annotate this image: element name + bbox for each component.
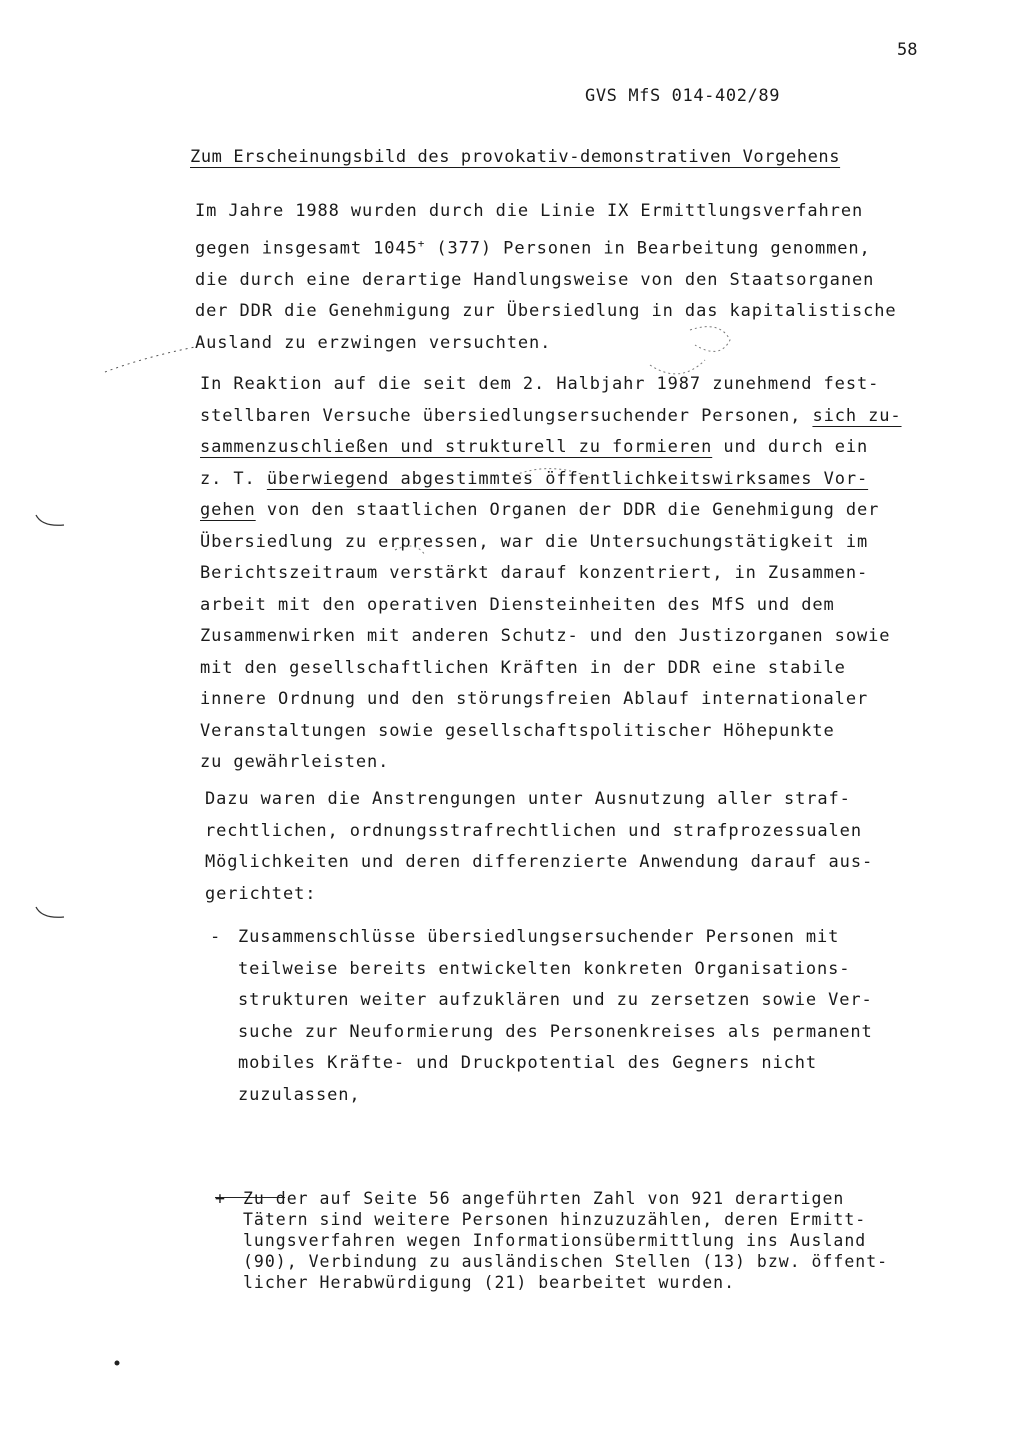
text-line: Im Jahre 1988 wurden durch die Linie IX Ermittlungsverfahren <box>195 201 864 221</box>
punch-hole-mark <box>36 907 64 917</box>
text-line: innere Ordnung und den störungsfreien Ablauf internationaler <box>200 689 869 709</box>
text-fragment: von den staatlichen Organen der DDR die Genehmigung der <box>266 500 880 520</box>
text-fragment: z. T. <box>200 468 256 489</box>
text-line: licher Herabwürdigung (21) bearbeitet wurden. <box>243 1273 736 1292</box>
text-line: die durch eine derartige Handlungsweise von den Staatsorganen <box>195 269 875 290</box>
text-line: In Reaktion auf die seit dem 2. Halbjahr 1987 zunehmend fest- <box>200 374 880 394</box>
text-line: (90), Verbindung zu ausländischen Stellen (13) bzw. öffent- <box>243 1252 889 1271</box>
text-fragment: und durch ein <box>723 437 869 457</box>
dot-mark <box>115 1361 120 1366</box>
underlined-phrase: gehen <box>200 500 256 520</box>
text-line: Veranstaltungen sowie gesellschaftspolitischer Höhepunkte <box>200 720 835 741</box>
text-fragment: (377) Personen in Bearbeitung genommen, <box>436 238 871 259</box>
text-line: gerichtet: <box>205 883 317 904</box>
page-number: 58 <box>897 40 918 60</box>
punch-hole-mark <box>36 515 64 525</box>
list-dash: - <box>210 927 222 947</box>
text-line: Zusammenschlüsse übersiedlungsersuchender Personen mit <box>238 927 840 947</box>
text-line: mit den gesellschaftlichen Kräften in der DDR eine stabile <box>200 657 846 678</box>
text-line: zuzulassen, <box>238 1084 361 1105</box>
underlined-phrase: sammenzuschließen und strukturell zu formieren <box>200 437 713 457</box>
underlined-phrase: sich zu- <box>812 405 902 426</box>
footnote-marker-inline: + <box>417 236 426 250</box>
text-fragment: stellbaren Versuche übersiedlungsersuchender Personen, <box>200 405 802 426</box>
text-line: lungsverfahren wegen Informationsübermittlung ins Ausland <box>243 1231 867 1250</box>
footnote-marker: + <box>215 1189 226 1208</box>
text-line: Tätern sind weitere Personen hinzuzuzählen, deren Ermitt- <box>243 1210 867 1229</box>
scribble-mark <box>105 347 195 372</box>
text-line: Dazu waren die Anstrengungen unter Ausnutzung aller straf- <box>205 789 851 809</box>
scribble-mark <box>395 327 730 555</box>
text-line: mobiles Kräfte- und Druckpotential des Gegners nicht <box>238 1053 818 1073</box>
text-line: der DDR die Genehmigung zur Übersiedlung in das kapitalistische <box>195 301 897 322</box>
text-line: Zusammenwirken mit anderen Schutz- und den Justizorganen sowie <box>200 626 891 646</box>
text-line: Zu der auf Seite 56 angeführten Zahl von 921 derartigen <box>243 1189 845 1208</box>
section-heading: Zum Erscheinungsbild des provokativ-demonstrativen Vorgehens <box>190 147 841 167</box>
text-line: zu gewährleisten. <box>200 752 390 772</box>
document-reference: GVS MfS 014-402/89 <box>585 86 781 106</box>
text-line: Möglichkeiten und deren differenzierte Anwendung darauf aus- <box>205 852 874 872</box>
text-line: arbeit mit den operativen Diensteinheiten des MfS und dem <box>200 594 835 615</box>
text-fragment: gegen insgesamt 1045 <box>195 238 418 259</box>
text-line: Berichtszeitraum verstärkt darauf konzentriert, in Zusammen- <box>200 563 869 583</box>
text-line: teilweise bereits entwickelten konkreten Organisations- <box>238 958 851 979</box>
text-line: Ausland zu erzwingen versuchten. <box>195 332 552 353</box>
text-line: strukturen weiter aufzuklären und zu zersetzen sowie Ver- <box>238 990 873 1010</box>
underlined-phrase: überwiegend abgestimmtes öffentlichkeitswirksames Vor- <box>266 468 869 489</box>
text-line: suche zur Neuformierung des Personenkreises als permanent <box>238 1021 873 1042</box>
text-line: rechtlichen, ordnungsstrafrechtlichen und strafprozessualen <box>205 820 862 841</box>
text-line: Übersiedlung zu erpressen, war die Untersuchungstätigkeit im <box>200 531 869 552</box>
